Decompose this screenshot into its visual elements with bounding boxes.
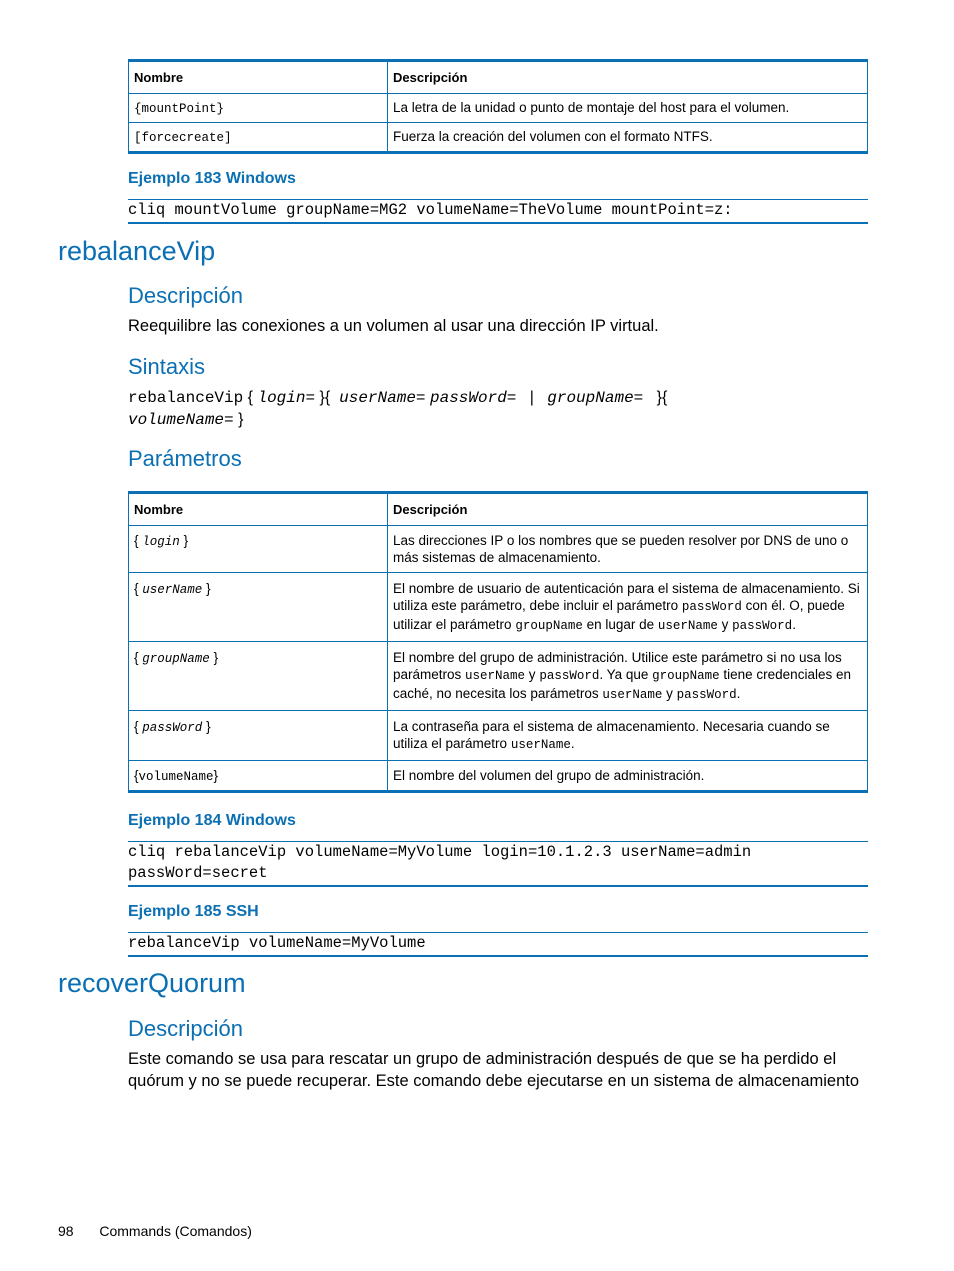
table-row <box>129 573 868 642</box>
brace: } <box>213 768 219 783</box>
column-header-description: Descripción <box>388 61 868 94</box>
syntax-groupname: groupName= <box>547 389 644 407</box>
rebalancevip-syntax-heading: Sintaxis <box>128 354 206 379</box>
syntax-brace: }{ <box>656 389 668 406</box>
brace: { <box>134 719 139 734</box>
desc-text: El nombre del grupo de administración. Utilice este parámetro si no usa los parámetros <box>393 650 842 682</box>
syntax-command: rebalanceVip <box>128 389 244 407</box>
param-code: groupName <box>142 652 210 666</box>
syntax-brace: }{ <box>319 389 331 406</box>
param-name <box>129 711 388 761</box>
param-code: userName <box>142 583 203 597</box>
example-185-code: rebalanceVip volumeName=MyVolume <box>128 932 868 957</box>
desc-text: y <box>525 667 540 682</box>
mountvolume-params-table <box>128 59 868 154</box>
brace: { <box>134 533 139 548</box>
param-description: La letra de la unidad o punto de montaje del host para el volumen. <box>388 94 868 123</box>
recoverquorum-description-text: Este comando se usa para rescatar un grupo de administración después de que se ha perdido el quórum y no se puede recuperar. Este comando debe ejecutarse en un sistema de almacenamiento <box>128 1050 860 1090</box>
param-description: El nombre del volumen del grupo de administración. <box>388 761 868 792</box>
table-header-row <box>129 493 868 526</box>
rebalancevip-params-table <box>128 491 868 793</box>
inline-code: groupName <box>652 669 720 683</box>
rebalancevip-description-text: Reequilibre las conexiones a un volumen al usar una dirección IP virtual. <box>128 317 659 335</box>
rebalancevip-description-heading: Descripción <box>128 283 243 308</box>
desc-text: tiene credenciales en caché, no necesita los parámetros <box>393 667 851 701</box>
param-code: login <box>142 535 180 549</box>
syntax-pipe: | <box>529 389 534 406</box>
table-row <box>129 761 868 792</box>
example-184-title: Ejemplo 184 Windows <box>128 812 296 829</box>
param-name <box>129 526 388 573</box>
inline-code: passWord <box>539 669 600 683</box>
brace: } <box>206 581 211 596</box>
param-name <box>129 94 388 123</box>
brace: { <box>134 581 139 596</box>
column-header-description: Descripción <box>388 493 868 526</box>
param-description <box>388 711 868 761</box>
inline-code: userName <box>465 669 526 683</box>
rebalancevip-syntax <box>128 387 870 431</box>
param-name <box>129 123 388 153</box>
param-code: [forcecreate] <box>134 131 232 145</box>
brace: } <box>183 533 189 548</box>
page-number: 98 <box>58 1223 74 1239</box>
syntax-login: login= <box>257 389 316 407</box>
page-footer <box>58 1223 252 1239</box>
example-185-title: Ejemplo 185 SSH <box>128 903 259 920</box>
desc-text: El nombre de usuario de autenticación para el sistema de almacenamiento. Si utiliza este parámetro, debe incluir el parámetro <box>393 581 860 613</box>
inline-code: groupName <box>515 619 583 633</box>
param-description: Las direcciones IP o los nombres que se pueden resolver por DNS de uno o más sistemas de almacenamiento. <box>388 526 868 573</box>
table-row <box>129 642 868 711</box>
syntax-volumename: volumeName= <box>128 411 234 429</box>
param-name <box>129 761 388 792</box>
brace: { <box>134 768 139 783</box>
desc-text: . Ya que <box>599 667 653 682</box>
desc-text: . <box>736 686 741 701</box>
param-name <box>129 573 388 642</box>
inline-code: userName <box>657 619 718 633</box>
example-184-code: cliq rebalanceVip volumeName=MyVolume login=10.1.2.3 userName=admin passWord=secret <box>128 841 868 887</box>
table-row <box>129 94 868 123</box>
brace: } <box>206 719 211 734</box>
desc-text: y <box>662 686 677 701</box>
syntax-brace: } <box>238 411 244 428</box>
example-183-code: cliq mountVolume groupName=MG2 volumeName=TheVolume mountPoint=z: <box>128 199 868 224</box>
param-name <box>129 642 388 711</box>
example-183-title: Ejemplo 183 Windows <box>128 170 296 187</box>
inline-code: userName <box>510 738 571 752</box>
brace: } <box>213 650 219 665</box>
inline-code: passWord <box>681 600 742 614</box>
column-header-name: Nombre <box>129 493 388 526</box>
desc-text: en lugar de <box>582 617 658 632</box>
footer-section: Commands (Comandos) <box>99 1223 252 1239</box>
desc-text: La contraseña para el sistema de almacenamiento. Necesaria cuando se utiliza el parámetro <box>393 719 830 751</box>
param-code: passWord <box>142 721 203 735</box>
rebalancevip-params-heading: Parámetros <box>128 446 242 471</box>
inline-code: passWord <box>732 619 793 633</box>
param-description: Fuerza la creación del volumen con el formato NTFS. <box>388 123 868 153</box>
syntax-brace: { <box>247 389 254 406</box>
brace: { <box>134 650 139 665</box>
syntax-password: passWord= <box>429 389 517 407</box>
inline-code: passWord <box>676 688 737 702</box>
table-row <box>129 711 868 761</box>
desc-text: . <box>570 736 575 751</box>
desc-text: y <box>717 617 733 632</box>
inline-code: userName <box>602 688 663 702</box>
desc-text: con él. O, puede utilizar el parámetro <box>393 598 845 632</box>
param-description <box>388 573 868 642</box>
rebalancevip-heading: rebalanceVip <box>58 236 216 266</box>
param-description <box>388 642 868 711</box>
table-header-row <box>129 61 868 94</box>
syntax-username: userName= <box>339 389 426 407</box>
table-row <box>129 526 868 573</box>
desc-text: . <box>792 617 796 632</box>
recoverquorum-description-heading: Descripción <box>128 1016 243 1041</box>
param-code: {mountPoint} <box>134 102 225 116</box>
param-code: volumeName <box>138 770 214 784</box>
table-row <box>129 123 868 153</box>
recoverquorum-heading: recoverQuorum <box>58 968 246 998</box>
column-header-name: Nombre <box>129 61 388 94</box>
